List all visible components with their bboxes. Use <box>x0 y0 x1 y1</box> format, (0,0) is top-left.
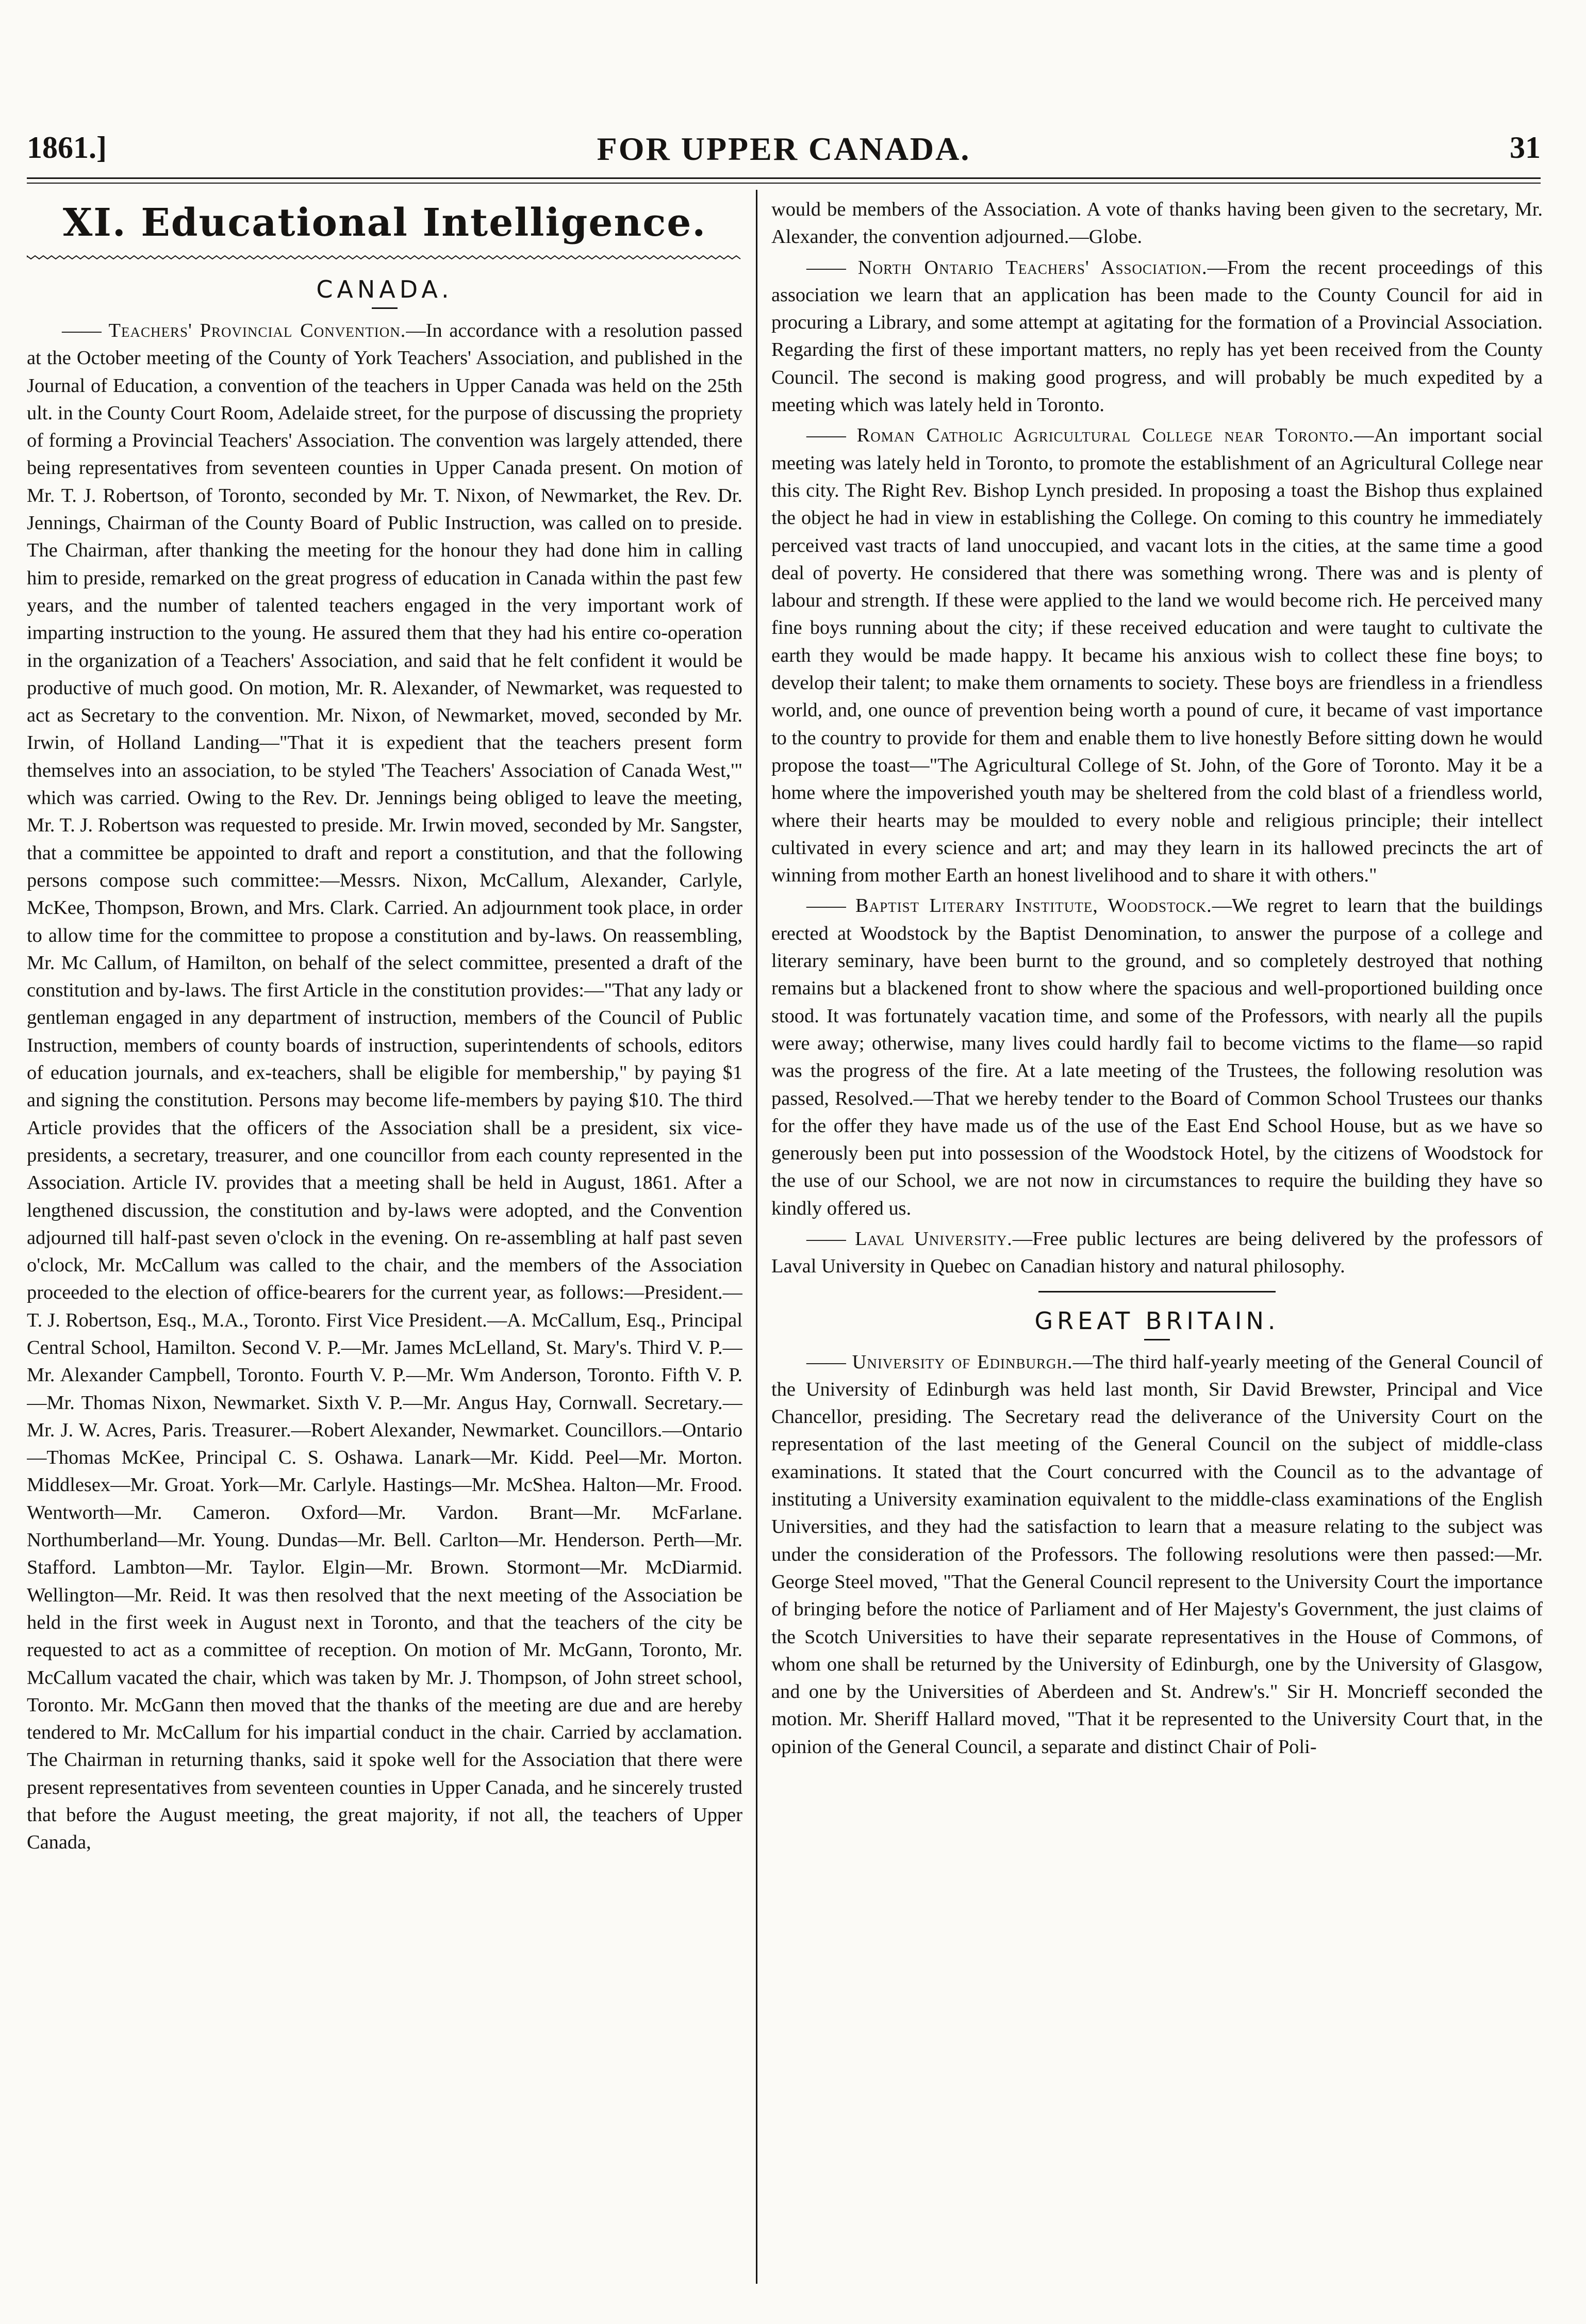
subhead-great-britain: GREAT BRITAIN. <box>1034 1306 1280 1335</box>
header-rule-thin <box>27 183 1541 184</box>
article-body: —In accordance with a resolution passed at the October meeting of the County of York Teachers' Association, and published in the Journal of Education, a convention of the teachers in Upper Canada was held on the 25th ult. in the County Court Room, Adelaide street, for the purpose of discussing the propriety of forming a Provincial Teachers' Association. The convention was largely attended, there being representatives from seventeen counties in Upper Canada present. On motion of Mr. T. J. Robertson, of Toronto, seconded by Mr. T. Nixon, of Newmarket, the Rev. Dr. Jennings, Chairman of the County Board of Public Instruction, was called on to preside. The Chairman, after thanking the meeting for the honour they had done him in calling him to preside, remarked on the great progress of education in Canada within the past few years, and the number of talented teachers engaged in the very important work of imparting instruction to the young. He assured them that they had his entire co-operation in the organization of a Teachers' Association, and said that he felt confident it would be productive of much good. On motion, Mr. R. Alexander, of Newmarket, was requested to act as Secretary to the convention. Mr. Nixon, of Newmarket, moved, seconded by Mr. Irwin, of Holland Landing—"That it is expedient that the teachers present form themselves into an association, to be styled 'The Teachers' Association of Canada West,'" which was carried. Owing to the Rev. Dr. Jennings being obliged to leave the meeting, Mr. T. J. Robertson was requested to preside. Mr. Irwin moved, seconded by Mr. Sangster, that a committee be appointed to draft and report a constitution, and that the following persons compose such committee:—Messrs. Nixon, McCallum, Alexander, Carlyle, McKee, Thompson, Brown, and Mrs. Clark. Carried. An adjournment took place, in order to allow time for the committee to propose a constitution and by-laws. On reassembling, Mr. Mc Callum, of Hamilton, on behalf of the select committee, presented a draft of the constitution and by-laws. The first Article in the constitution provides:—"That any lady or gentleman engaged in any department of instruction, members of the Council of Public Instruction, members of county boards of instruction, superintendents of schools, editors of education journals, and ex-teachers, shall be eligible for membership," by paying $1 and signing the constitution. Persons may become life-members by paying $10. The third Article provides that the officers of the Association shall be a president, six vice-presidents, a secretary, treasurer, and one councillor from each county represented in the Association. Article IV. provides that a meeting shall be held in August, 1861. After a lengthened discussion, the constitution and by-laws were adopted, and the Convention adjourned till half-past seven o'clock in the evening. On re-assembling at half past seven o'clock, Mr. McCallum was called to the chair, and the members of the Association proceeded to the election of office-bearers for the current year, as follows:—President.—T. J. Robertson, Esq., M.A., Toronto. First Vice President.—A. McCallum, Esq., Principal Central School, Hamilton. Second V. P.—Mr. James McLelland, St. Mary's. Third V. P.—Mr. Alexander Campbell, Toronto. Fourth V. P.—Mr. Wm Anderson, Toronto. Fifth V. P.—Mr. Thomas Nixon, Newmarket. Sixth V. P.—Mr. Angus Hay, Cornwall. Secretary.—Mr. J. W. Acres, Paris. Treasurer.—Robert Alexander, Newmarket. Councillors.—Ontario—Thomas McKee, Principal C. S. Oshawa. Lanark—Mr. Kidd. Peel—Mr. Morton. Middlesex—Mr. Groat. York—Mr. Carlyle. Hastings—Mr. McShea. Halton—Mr. Frood. Wentworth—Mr. Cameron. Oxford—Mr. Vardon. Brant—Mr. McFarlane. Northumberland—Mr. Young. Dundas—Mr. Bell. Carlton—Mr. Henderson. Perth—Mr. Stafford. Lambton—Mr. Taylor. Elgin—Mr. Brown. Stormont—Mr. McDiarmid. Wellington—Mr. Reid. It was then resolved that the next meeting of the Association be held in the first week in August next in Toronto, and that the teachers of the city be requested to act as a committee of reception. On motion of Mr. McGann, Toronto, Mr. McCallum vacated the chair, which was taken by Mr. J. Thompson, of John street school, Toronto. Mr. McGann then moved that the thanks of the meeting are due and are hereby tendered to Mr. McCallum for his impartial conduct in the chair. Carried by acclamation. The Chairman in returning thanks, said it spoke well for the Association that there were present representatives from seventeen counties in Upper Canada, and he sincerely trusted that before the August meeting, the great majority, if not all, the teachers of Upper Canada, <box>27 320 742 1854</box>
short-rule <box>372 307 398 309</box>
article-body: —We regret to learn that the buildings erected at Woodstock by the Baptist Denomination, to answer the purpose of a college and literary seminary, have been burnt to the ground, and so completely destroyed that nothing remains but a blackened front to show where the spacious and well-proportioned building once stood. It was fortunately vacation time, and some of the Professors, with nearly all the pupils were away; otherwise, many lives could hardly fail to become victims to the flame—so rapid was the progress of the fire. At a late meeting of the Trustees, the following resolution was passed, Resolved.—That we hereby tender to the Board of Common School Trustees our thanks for the offer they have made us of the use of the East End School House, but as we have so generously been put into possession of the Woodstock Hotel, by the citizens of Woodstock for the use of our School, we are not now in circumstances to require the building they have so kindly offered us. <box>771 895 1543 1219</box>
running-header <box>27 130 1541 176</box>
column-divider <box>756 190 757 2284</box>
left-column <box>27 196 742 2295</box>
right-column <box>771 196 1543 2295</box>
subhead-canada: CANADA. <box>316 275 453 303</box>
article-body: —An important social meeting was lately held in Toronto, to promote the establishment of an Agricultural College near this city. The Right Rev. Bishop Lynch presided. In proposing a toast the Bishop thus explained the object he had in view in establishing the College. On coming to this country he immediately perceived vast tracts of land unoccupied, and vacant lots in the cities, at the same time a good deal of poverty. He considered that there was something wrong. There was and is plenty of labour and strength. If these were applied to the land we would become rich. He perceived many fine boys running about the city; if these received education and were taught to cultivate the earth they would be made happy. It became his anxious wish to collect these fine boys; to develop their talent; to make them ornaments to society. These boys are friendless in a friendless world, and, one ounce of prevention being worth a pound of cure, it became of vast importance to the country to provide for them and enable them to live honestly Before sitting down he would propose the toast—"The Agricultural College of St. John, of the Gore of Toronto. May it be a home where the impoverished youth may be sheltered from the cold blast of a friendless world, where their hearts may be moulded to every noble and religious principle; their intellect cultivated in every science and art; and may they learn in its hallowed precincts the art of winning from mother Earth an honest livelihood and to share it with others." <box>771 424 1543 887</box>
article-baptist-institute <box>771 892 1543 1222</box>
article-lead: Teachers' Provincial Convention. <box>108 320 406 341</box>
article-dash: —— <box>806 1351 846 1373</box>
article-lead: Roman Catholic Agricultural College near Toronto. <box>856 424 1354 447</box>
article-body: —The third half-yearly meeting of the General Council of the University of Edinburgh was held last month, Sir David Brewster, Principal and Vice Chancellor, presiding. The Secretary read the deliverance of the University Court on the representation of the last meeting of the General Council on the subject of middle-class examinations. It stated that the Court concurred with the Council as to the advantage of instituting a University examination equivalent to the middle-class examinations of the English Universities, and they had the satisfaction to learn that a measure relating to the subject was under the consideration of the Professors. The following resolutions were then passed:—Mr. George Steel moved, "That the General Council represent to the University Court the importance of bringing before the notice of Parliament and of Her Majesty's Government, the just claims of the Scotch Universities to have their separate representatives in the House of Commons, of whom one shall be returned by the University of Edinburgh, one by the University of Glasgow, and one by the Universities of Aberdeen and St. Andrew's." Sir H. Moncrieff seconded the motion. Mr. Sheriff Hallard moved, "That it be represented to the University Court that, in the opinion of the General Council, a separate and distinct Chair of Poli- <box>771 1351 1543 1758</box>
article-lead: Baptist Literary Institute, Woodstock. <box>855 895 1212 917</box>
wavy-rule <box>27 250 742 265</box>
header-rule-thick <box>27 177 1541 179</box>
article-dash: —— <box>806 895 846 917</box>
article-lead: North Ontario Teachers' Association. <box>857 256 1208 279</box>
header-title: FOR UPPER CANADA. <box>597 130 971 167</box>
article-dash: —— <box>806 256 846 279</box>
article-agricultural-college <box>771 422 1543 889</box>
article-university-edinburgh <box>771 1349 1543 1761</box>
article-body: would be members of the Association. A vote of thanks having been given to the secretary, Mr. Alexander, the convention adjourned.—Globe. <box>771 199 1543 248</box>
article-dash: —— <box>806 424 846 447</box>
section-separator <box>1038 1291 1276 1292</box>
section-title: XI. Educational Intelligence. <box>62 201 707 245</box>
article-dash: —— <box>806 1228 846 1250</box>
article-north-ontario <box>771 254 1543 419</box>
article-continuation <box>771 196 1543 251</box>
page-number: 31 <box>1510 130 1541 165</box>
header-year: 1861.] <box>27 130 107 165</box>
article-lead: Laval University. <box>855 1228 1013 1250</box>
article-laval-university <box>771 1225 1543 1281</box>
article-body: —From the recent proceedings of this association we learn that an application has been made to the County Council for aid in procuring a Library, and some attempt at agitating for the formation of a Provincial Association. Regarding the first of these important matters, no reply has yet been received from the County Council. The second is making good progress, and will probably be much expedited by a meeting which was lately held in Toronto. <box>771 256 1543 416</box>
article-lead: University of Edinburgh. <box>852 1351 1073 1373</box>
article-teachers-convention <box>27 317 742 1857</box>
short-rule <box>1144 1339 1170 1340</box>
article-body: —Free public lectures are being delivered by the professors of Laval University in Quebec on Canadian history and natural philosophy. <box>771 1228 1543 1278</box>
article-dash: —— <box>62 320 102 341</box>
